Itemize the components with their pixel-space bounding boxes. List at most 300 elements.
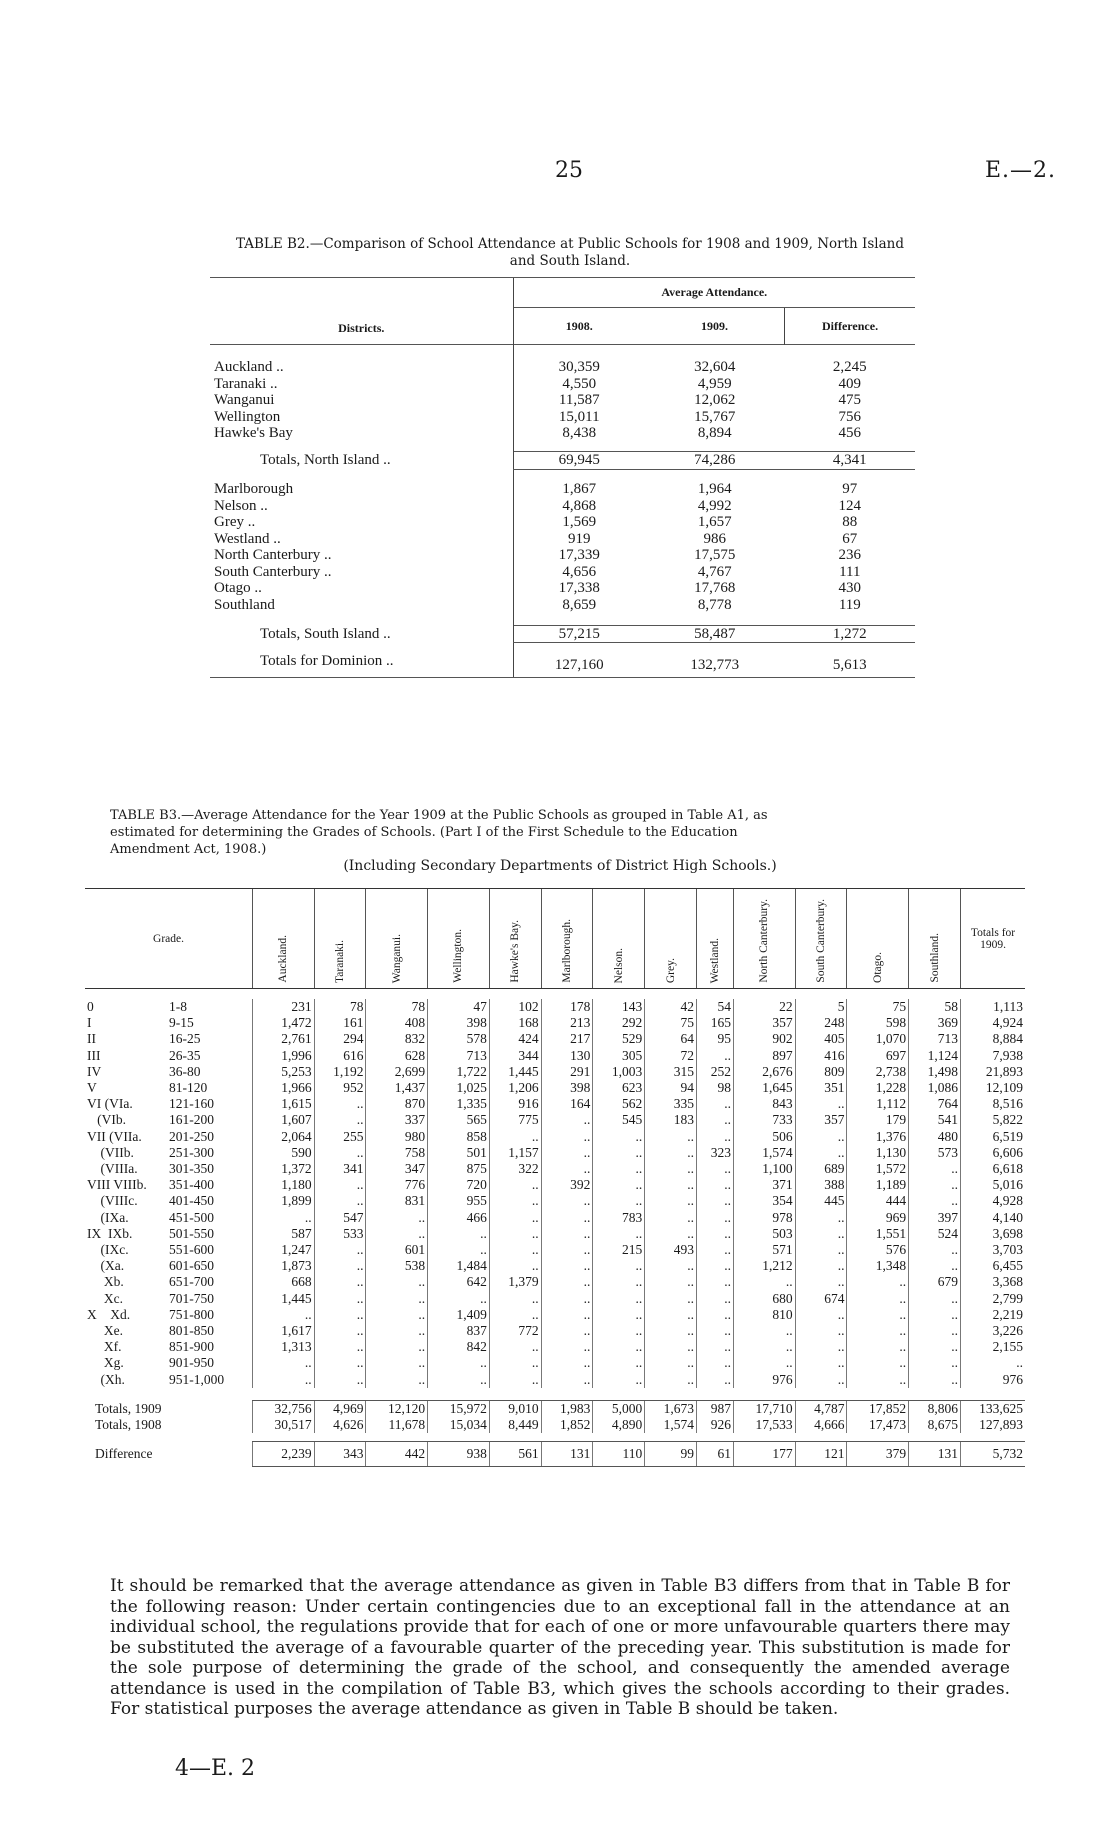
b3-cell: 1,113 bbox=[961, 999, 1026, 1015]
b3-cell: .. bbox=[795, 1242, 847, 1258]
b2-south-1909: 1,964 bbox=[697, 481, 732, 497]
b3-cell: .. bbox=[645, 1129, 697, 1145]
b2-south-district: North Canterbury .. bbox=[214, 547, 332, 563]
b3-grade-label: III bbox=[87, 1047, 101, 1063]
b2-south-1908: 4,656 bbox=[513, 564, 645, 581]
b3-cell: .. bbox=[645, 1291, 697, 1307]
b2-south-1908: 1,569 bbox=[513, 514, 645, 531]
b3-cell: 1,376 bbox=[847, 1129, 909, 1145]
b2-north-1908: 30,359 bbox=[513, 359, 645, 376]
b3-cell: .. bbox=[541, 1242, 593, 1258]
b3-cell: .. bbox=[795, 1372, 847, 1388]
b3-summary-cell: 61 bbox=[697, 1442, 734, 1467]
b3-col-header bbox=[909, 889, 961, 989]
b3-cell: 6,455 bbox=[961, 1258, 1026, 1274]
b3-grade-row bbox=[85, 1112, 1025, 1128]
b3-cell: 720 bbox=[428, 1177, 490, 1193]
b3-cell: .. bbox=[593, 1291, 645, 1307]
b3-cell: 323 bbox=[697, 1145, 734, 1161]
b3-grade-cell bbox=[85, 1339, 253, 1355]
b3-cell: 164 bbox=[541, 1096, 593, 1112]
b3-grade-range: 301-350 bbox=[169, 1161, 214, 1177]
b2-north-1909: 8,894 bbox=[697, 425, 732, 441]
b3-cell: .. bbox=[314, 1355, 366, 1371]
b3-grade-row bbox=[85, 1242, 1025, 1258]
b3-cell: .. bbox=[697, 1355, 734, 1371]
b3-cell: .. bbox=[541, 1193, 593, 1209]
b3-summary-cell: 17,533 bbox=[733, 1417, 795, 1433]
b3-col-header bbox=[366, 889, 428, 989]
b3-cell: 976 bbox=[733, 1372, 795, 1388]
b2-north-total-1909: 74,286 bbox=[645, 452, 785, 470]
b3-grade-label: (VIIIa. bbox=[87, 1161, 138, 1177]
b3-col-header bbox=[489, 889, 541, 989]
b3-grade-label: II bbox=[87, 1031, 96, 1047]
b2-north-1909: 12,062 bbox=[694, 392, 736, 408]
b3-summary-cell: 11,678 bbox=[366, 1417, 428, 1433]
b2-south-difference: 97 bbox=[842, 481, 858, 497]
b3-cell: .. bbox=[593, 1145, 645, 1161]
b3-cell: 1,192 bbox=[314, 1064, 366, 1080]
b3-cell: .. bbox=[795, 1226, 847, 1242]
b3-cell: 398 bbox=[541, 1080, 593, 1096]
b3-col-header-label: Westland. bbox=[708, 937, 721, 983]
b3-col-header-label: Nelson. bbox=[612, 947, 625, 983]
b3-grade-cell bbox=[85, 1372, 253, 1388]
b3-cell: 5,822 bbox=[961, 1112, 1026, 1128]
b3-cell: 775 bbox=[489, 1112, 541, 1128]
b2-south-district: Nelson .. bbox=[214, 497, 268, 514]
b3-cell: .. bbox=[314, 1242, 366, 1258]
b3-cell: 248 bbox=[795, 1015, 847, 1031]
b2-south-row bbox=[210, 564, 915, 581]
b3-summary-cell: 379 bbox=[847, 1442, 909, 1467]
b2-north-district: Taranaki .. bbox=[214, 375, 278, 392]
b3-grade-cell bbox=[85, 1112, 253, 1128]
b3-cell: 102 bbox=[489, 999, 541, 1015]
b3-cell: 978 bbox=[733, 1210, 795, 1226]
b3-summary-cell: 4,626 bbox=[314, 1417, 366, 1433]
b3-col-header bbox=[314, 889, 366, 989]
b2-south-total-diff: 1,272 bbox=[785, 625, 915, 643]
b3-cell: .. bbox=[909, 1339, 961, 1355]
b3-cell: 1,003 bbox=[593, 1064, 645, 1080]
b3-cell: .. bbox=[366, 1339, 428, 1355]
b3-summary-cell: 4,890 bbox=[593, 1417, 645, 1433]
b3-grade-range: 201-250 bbox=[169, 1128, 214, 1144]
b3-cell: 969 bbox=[847, 1210, 909, 1226]
b3-cell: .. bbox=[593, 1274, 645, 1290]
b3-cell: 3,226 bbox=[961, 1323, 1026, 1339]
b3-cell: .. bbox=[909, 1307, 961, 1323]
b3-cell: 371 bbox=[733, 1177, 795, 1193]
b2-south-1908: 8,659 bbox=[513, 597, 645, 614]
b3-col-header-label: Wanganui. bbox=[390, 933, 403, 983]
b3-grade-cell bbox=[85, 1258, 253, 1274]
b3-grade-cell bbox=[85, 1031, 253, 1047]
b3-cell: 305 bbox=[593, 1048, 645, 1064]
table-b3 bbox=[85, 888, 1025, 1467]
b3-cell: 75 bbox=[645, 1015, 697, 1031]
b3-col-header bbox=[645, 889, 697, 989]
b3-cell: 357 bbox=[733, 1015, 795, 1031]
b3-cell: 54 bbox=[697, 999, 734, 1015]
b3-cell: 628 bbox=[366, 1048, 428, 1064]
b3-cell: 98 bbox=[697, 1080, 734, 1096]
b2-south-1909: 4,992 bbox=[697, 497, 732, 514]
b3-cell: 1,335 bbox=[428, 1096, 490, 1112]
b2-south-1909: 1,657 bbox=[697, 514, 732, 530]
b3-total-1908-row bbox=[85, 1417, 1025, 1433]
b3-summary-cell: 99 bbox=[645, 1442, 697, 1467]
b3-cell: .. bbox=[366, 1307, 428, 1323]
b2-south-1909: 17,575 bbox=[694, 547, 736, 563]
b3-cell: 875 bbox=[428, 1161, 490, 1177]
b3-col-header-label: North Canterbury. bbox=[758, 899, 771, 983]
b2-north-row bbox=[210, 376, 915, 393]
b3-grade-cell bbox=[85, 1129, 253, 1145]
b3-cell: .. bbox=[253, 1372, 315, 1388]
b3-grade-label: IX IXb. bbox=[87, 1225, 133, 1241]
b3-cell: 5,016 bbox=[961, 1177, 1026, 1193]
b3-cell: .. bbox=[909, 1372, 961, 1388]
b3-cell: 1,228 bbox=[847, 1080, 909, 1096]
b3-cell: 1,607 bbox=[253, 1112, 315, 1128]
b3-cell: 842 bbox=[428, 1339, 490, 1355]
b3-cell: .. bbox=[366, 1210, 428, 1226]
b3-cell: 168 bbox=[489, 1015, 541, 1031]
b3-cell: 776 bbox=[366, 1177, 428, 1193]
b3-col-header-label: Auckland. bbox=[277, 935, 290, 983]
b3-cell: 565 bbox=[428, 1112, 490, 1128]
b3-summary-cell: 8,675 bbox=[909, 1417, 961, 1433]
b3-col-header bbox=[961, 889, 1026, 989]
b3-grade-range: 701-750 bbox=[169, 1290, 214, 1306]
b3-cell: .. bbox=[645, 1177, 697, 1193]
b3-col-header bbox=[541, 889, 593, 989]
b3-cell: .. bbox=[489, 1193, 541, 1209]
b3-cell: 5 bbox=[795, 999, 847, 1015]
b3-cell: .. bbox=[366, 1291, 428, 1307]
b3-cell: 623 bbox=[593, 1080, 645, 1096]
b3-cell: .. bbox=[541, 1129, 593, 1145]
b3-cell: .. bbox=[733, 1274, 795, 1290]
table-b3-caption bbox=[110, 807, 1010, 875]
b3-cell: .. bbox=[428, 1226, 490, 1242]
b3-summary-cell: 561 bbox=[489, 1442, 541, 1467]
b3-cell: 294 bbox=[314, 1031, 366, 1047]
b3-summary-cell: 5,000 bbox=[593, 1400, 645, 1417]
b3-cell: .. bbox=[593, 1307, 645, 1323]
b3-cell: 255 bbox=[314, 1129, 366, 1145]
b3-cell: 1,130 bbox=[847, 1145, 909, 1161]
b3-cell: 547 bbox=[314, 1210, 366, 1226]
b3-cell: 1,498 bbox=[909, 1064, 961, 1080]
b3-grade-range: 801-850 bbox=[169, 1323, 214, 1339]
b3-grade-range: 601-650 bbox=[169, 1258, 214, 1274]
b3-grade-label: Xb. bbox=[87, 1274, 124, 1290]
b3-cell: .. bbox=[697, 1242, 734, 1258]
b3-cell: .. bbox=[909, 1258, 961, 1274]
b2-head-districts: Districts. bbox=[210, 278, 513, 345]
b3-cell: 47 bbox=[428, 999, 490, 1015]
b2-south-1909: 986 bbox=[703, 530, 727, 547]
b3-total-1909-row bbox=[85, 1400, 1025, 1417]
b3-cell: 1,112 bbox=[847, 1096, 909, 1112]
b3-cell: .. bbox=[645, 1210, 697, 1226]
b3-cell: 8,516 bbox=[961, 1096, 1026, 1112]
b3-summary-cell: 4,787 bbox=[795, 1400, 847, 1417]
b3-grade-range: 9-15 bbox=[169, 1015, 194, 1031]
b3-cell: .. bbox=[541, 1307, 593, 1323]
b2-head-difference: Difference. bbox=[785, 307, 915, 345]
b3-grade-cell bbox=[85, 1048, 253, 1064]
b3-cell: 1,996 bbox=[253, 1048, 315, 1064]
b2-north-1909: 4,959 bbox=[697, 375, 732, 392]
b2-south-difference: 111 bbox=[839, 563, 861, 580]
b3-cell: 1,070 bbox=[847, 1031, 909, 1047]
b3-summary-cell: 987 bbox=[697, 1400, 734, 1417]
b3-cell: .. bbox=[593, 1355, 645, 1371]
b3-cell: .. bbox=[645, 1193, 697, 1209]
b2-south-row bbox=[210, 597, 915, 614]
b3-cell: 3,698 bbox=[961, 1226, 1026, 1242]
b3-cell: 7,938 bbox=[961, 1048, 1026, 1064]
b2-south-row bbox=[210, 481, 915, 498]
b3-summary-cell: 4,969 bbox=[314, 1400, 366, 1417]
b3-cell: 538 bbox=[366, 1258, 428, 1274]
b3-cell: .. bbox=[314, 1258, 366, 1274]
b3-cell: 64 bbox=[645, 1031, 697, 1047]
b3-grade-cell bbox=[85, 1064, 253, 1080]
b3-grade-row bbox=[85, 1031, 1025, 1047]
b3-grade-row bbox=[85, 1096, 1025, 1112]
b3-grade-label: VI (VIa. bbox=[87, 1096, 133, 1112]
b3-summary-cell: 133,625 bbox=[961, 1400, 1026, 1417]
b2-south-district: Marlborough bbox=[214, 481, 294, 497]
b3-cell: .. bbox=[697, 1323, 734, 1339]
b3-cell: .. bbox=[909, 1355, 961, 1371]
b3-grade-row bbox=[85, 1291, 1025, 1307]
b3-cell: 1,472 bbox=[253, 1015, 315, 1031]
b2-south-row bbox=[210, 498, 915, 515]
b3-summary-cell: 1,852 bbox=[541, 1417, 593, 1433]
b2-south-district: Westland .. bbox=[214, 530, 281, 547]
b2-south-district: Otago .. bbox=[214, 580, 262, 596]
b3-cell: 75 bbox=[847, 999, 909, 1015]
b3-cell: .. bbox=[489, 1355, 541, 1371]
b3-col-header-label: Marlborough. bbox=[561, 919, 573, 983]
b3-cell: 1,722 bbox=[428, 1064, 490, 1080]
b3-cell: .. bbox=[795, 1307, 847, 1323]
b3-grade-row bbox=[85, 1048, 1025, 1064]
b2-north-1909: 15,767 bbox=[694, 408, 736, 425]
b3-cell: 8,884 bbox=[961, 1031, 1026, 1047]
b3-cell: 980 bbox=[366, 1129, 428, 1145]
b3-cell: 832 bbox=[366, 1031, 428, 1047]
b3-cell: 1,572 bbox=[847, 1161, 909, 1177]
b3-cell: 58 bbox=[909, 999, 961, 1015]
b3-cell: 445 bbox=[795, 1193, 847, 1209]
b3-cell: 95 bbox=[697, 1031, 734, 1047]
b3-cell: 1,379 bbox=[489, 1274, 541, 1290]
b3-grade-label: Xc. bbox=[87, 1290, 123, 1306]
b2-north-district: Wanganui bbox=[214, 392, 275, 408]
b3-cell: .. bbox=[489, 1177, 541, 1193]
b3-cell: .. bbox=[428, 1291, 490, 1307]
b3-cell: 444 bbox=[847, 1193, 909, 1209]
b3-cell: .. bbox=[795, 1258, 847, 1274]
b3-cell: 392 bbox=[541, 1177, 593, 1193]
b3-cell: 668 bbox=[253, 1274, 315, 1290]
b3-cell: 1,189 bbox=[847, 1177, 909, 1193]
b3-cell: 2,219 bbox=[961, 1307, 1026, 1323]
b2-south-1908: 17,339 bbox=[513, 547, 645, 564]
b3-grade-row bbox=[85, 1161, 1025, 1177]
b2-north-row bbox=[210, 409, 915, 426]
b3-cell: 3,368 bbox=[961, 1274, 1026, 1290]
b3-summary-cell: 343 bbox=[314, 1442, 366, 1467]
b2-head-1909: 1909. bbox=[645, 307, 785, 345]
b3-cell: 529 bbox=[593, 1031, 645, 1047]
b3-cell: .. bbox=[733, 1323, 795, 1339]
page-footer: 4—E. 2 bbox=[175, 1756, 256, 1781]
b3-cell: .. bbox=[541, 1258, 593, 1274]
b3-cell: 680 bbox=[733, 1291, 795, 1307]
b2-south-1908: 919 bbox=[513, 531, 645, 548]
b3-cell: 1,157 bbox=[489, 1145, 541, 1161]
b3-cell: 916 bbox=[489, 1096, 541, 1112]
b3-grade-label: VII (VIIa. bbox=[87, 1128, 142, 1144]
b3-summary-cell: 926 bbox=[697, 1417, 734, 1433]
b2-south-difference: 67 bbox=[842, 530, 858, 547]
b3-grade-label: V bbox=[87, 1080, 97, 1096]
b3-cell: 322 bbox=[489, 1161, 541, 1177]
b2-north-row bbox=[210, 359, 915, 376]
b3-grade-row bbox=[85, 1274, 1025, 1290]
b3-cell: 341 bbox=[314, 1161, 366, 1177]
b3-grade-label: Xg. bbox=[87, 1355, 124, 1371]
b3-cell: 713 bbox=[428, 1048, 490, 1064]
b3-cell: .. bbox=[847, 1355, 909, 1371]
b3-cell: .. bbox=[314, 1193, 366, 1209]
b3-cell: 2,761 bbox=[253, 1031, 315, 1047]
b3-cell: 955 bbox=[428, 1193, 490, 1209]
b3-difference-row bbox=[85, 1442, 1025, 1467]
b3-cell: .. bbox=[795, 1323, 847, 1339]
b3-cell: .. bbox=[489, 1372, 541, 1388]
b3-cell: 1,445 bbox=[253, 1291, 315, 1307]
b3-cell: 697 bbox=[847, 1048, 909, 1064]
b3-cell: 578 bbox=[428, 1031, 490, 1047]
b3-cell: .. bbox=[795, 1339, 847, 1355]
b2-north-1908: 4,550 bbox=[513, 376, 645, 393]
b3-cell: .. bbox=[645, 1161, 697, 1177]
b3-cell: 3,703 bbox=[961, 1242, 1026, 1258]
b3-cell: .. bbox=[593, 1161, 645, 1177]
b3-cell: 976 bbox=[961, 1372, 1026, 1388]
b3-col-header-label: Southland. bbox=[928, 933, 941, 983]
b3-cell: 405 bbox=[795, 1031, 847, 1047]
b3-cell: .. bbox=[489, 1258, 541, 1274]
b3-cell: 292 bbox=[593, 1015, 645, 1031]
b3-cell: 408 bbox=[366, 1015, 428, 1031]
b3-cell: 1,645 bbox=[733, 1080, 795, 1096]
b3-grade-cell bbox=[85, 999, 253, 1015]
b3-cell: .. bbox=[428, 1242, 490, 1258]
b3-cell: .. bbox=[645, 1372, 697, 1388]
b2-dominion-total-diff: 5,613 bbox=[785, 653, 915, 678]
b3-cell: 4,924 bbox=[961, 1015, 1026, 1031]
b3-cell: 764 bbox=[909, 1096, 961, 1112]
b2-south-row bbox=[210, 547, 915, 564]
b3-cell: .. bbox=[314, 1307, 366, 1323]
b3-cell: 4,928 bbox=[961, 1193, 1026, 1209]
b2-dominion-total-row bbox=[210, 653, 915, 678]
b3-col-header bbox=[795, 889, 847, 989]
b2-south-difference: 124 bbox=[838, 497, 862, 514]
table-b2-caption bbox=[140, 236, 1000, 270]
b3-cell: .. bbox=[253, 1307, 315, 1323]
b3-grade-label: VIII VIIIb. bbox=[87, 1177, 147, 1193]
b3-cell: .. bbox=[697, 1129, 734, 1145]
b3-cell: .. bbox=[314, 1323, 366, 1339]
b3-cell: .. bbox=[697, 1307, 734, 1323]
b3-grade-range: 901-950 bbox=[169, 1355, 214, 1371]
b3-cell: .. bbox=[314, 1291, 366, 1307]
b3-col-header-label: South Canterbury. bbox=[815, 899, 828, 983]
b3-cell: 354 bbox=[733, 1193, 795, 1209]
b3-grade-label: (Xh. bbox=[87, 1371, 125, 1387]
b3-cell: .. bbox=[697, 1048, 734, 1064]
b3-grade-label: 0 bbox=[87, 999, 94, 1014]
b3-cell: 1,409 bbox=[428, 1307, 490, 1323]
b3-cell: 733 bbox=[733, 1112, 795, 1128]
b3-cell: .. bbox=[314, 1177, 366, 1193]
b3-cell: 94 bbox=[645, 1080, 697, 1096]
b3-grade-row bbox=[85, 1064, 1025, 1080]
b3-cell: .. bbox=[428, 1355, 490, 1371]
b3-cell: .. bbox=[593, 1323, 645, 1339]
b3-col-header-label: Totals for 1909. bbox=[970, 926, 1016, 951]
b3-cell: 573 bbox=[909, 1145, 961, 1161]
b3-col-header bbox=[733, 889, 795, 989]
b3-grade-label: (VIb. bbox=[87, 1112, 126, 1128]
b3-cell: .. bbox=[541, 1291, 593, 1307]
b3-cell: 1,445 bbox=[489, 1064, 541, 1080]
b2-north-district: Hawke's Bay bbox=[214, 425, 293, 441]
table-b3-caption-line2: estimated for determining the Grades of Schools. (Part I of the First Schedule to the Education bbox=[110, 825, 738, 840]
b3-cell: 783 bbox=[593, 1210, 645, 1226]
b3-cell: .. bbox=[366, 1274, 428, 1290]
b3-grade-range: 36-80 bbox=[169, 1063, 201, 1079]
b3-cell: 1,086 bbox=[909, 1080, 961, 1096]
b2-north-row bbox=[210, 392, 915, 409]
b2-south-difference: 119 bbox=[838, 596, 861, 613]
b3-cell: 130 bbox=[541, 1048, 593, 1064]
b2-head-1908: 1908. bbox=[513, 307, 645, 345]
b3-cell: .. bbox=[541, 1226, 593, 1242]
b3-cell: .. bbox=[314, 1339, 366, 1355]
b3-grade-range: 26-35 bbox=[169, 1047, 201, 1063]
b3-cell: .. bbox=[645, 1339, 697, 1355]
b3-cell: 347 bbox=[366, 1161, 428, 1177]
table-b3-caption-line1: TABLE B3.—Average Attendance for the Year 1909 at the Public Schools as grouped in Table A1, as bbox=[110, 808, 768, 823]
b3-cell: .. bbox=[645, 1323, 697, 1339]
b3-summary-cell: 1,574 bbox=[645, 1417, 697, 1433]
b3-cell: .. bbox=[847, 1372, 909, 1388]
b2-south-1908: 1,867 bbox=[513, 481, 645, 498]
